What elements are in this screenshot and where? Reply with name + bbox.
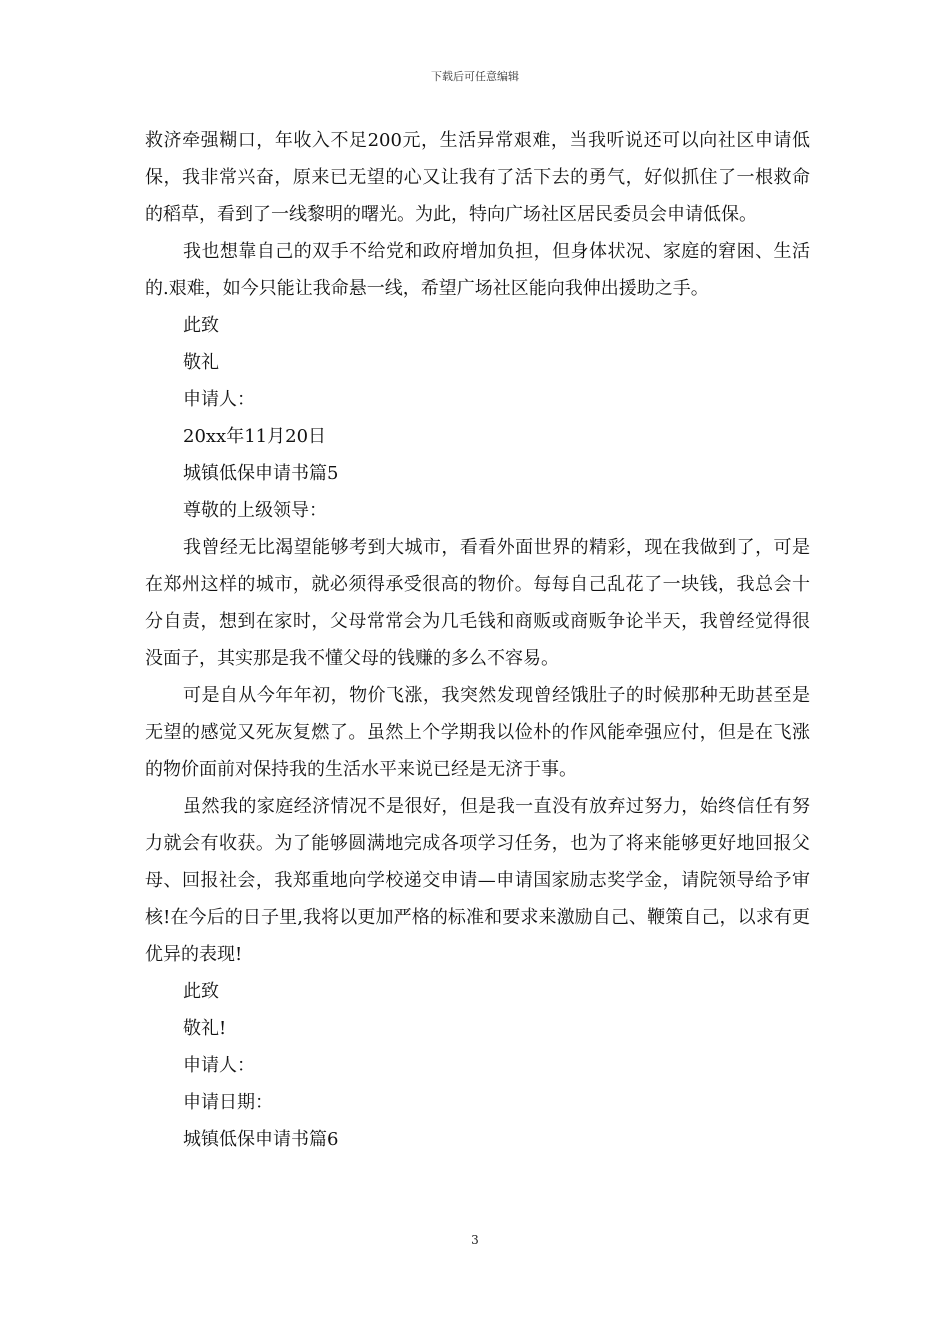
section-title: 城镇低保申请书篇5 (183, 463, 339, 484)
application-date-label: 申请日期： (183, 1092, 273, 1113)
paragraph: 可是自从今年年初，物价飞涨，我突然发现曾经饿肚子的时候那种无助甚至是无望的感觉又死灰复燃了。虽然上个学期我以俭朴的作风能牵强应付，但是在飞涨的物价面前对保持我的生活水平来说已经是无济于事。 (145, 685, 810, 780)
closing-salutation: 此致 (183, 315, 219, 336)
paragraph: 虽然我的家庭经济情况不是很好，但是我一直没有放弃过努力，始终信任有努力就会有收获。为了能够圆满地完成各项学习任务，也为了将来能够更好地回报父母、回报社会，我郑重地向学校递交申请—申请国家励志奖学金，请院领导给予审核!在今后的日子里,我将以更加严格的标准和要求来激励自己、鞭策自己，以求有更优异的表现! (145, 796, 810, 965)
greeting: 尊敬的上级领导： (183, 500, 327, 521)
page-number: 3 (471, 1233, 479, 1247)
applicant-label: 申请人： (183, 389, 255, 410)
paragraph: 我曾经无比渴望能够考到大城市，看看外面世界的精彩，现在我做到了，可是在郑州这样的城市，就必须得承受很高的物价。每每自己乱花了一块钱，我总会十分自责，想到在家时，父母常常会为几毛钱和商贩或商贩争论半天，我曾经觉得很没面子，其实那是我不懂父母的钱赚的多么不容易。 (145, 537, 810, 669)
section-title: 城镇低保申请书篇6 (183, 1129, 339, 1150)
header-note: 下载后可任意编辑 (431, 70, 519, 83)
paragraph: 我也想靠自己的双手不给党和政府增加负担，但身体状况、家庭的窘困、生活的.艰难，如今只能让我命悬一线，希望广场社区能向我伸出援助之手。 (145, 241, 810, 299)
applicant-label: 申请人： (183, 1055, 255, 1076)
closing-regards: 敬礼! (183, 1018, 227, 1039)
document-body (145, 122, 810, 1158)
paragraph-continued: 救济牵强糊口，年收入不足200元，生活异常艰难，当我听说还可以向社区申请低保，我非常兴奋，原来已无望的心又让我有了活下去的勇气，好似抓住了一根救命的稻草，看到了一线黎明的曙光。为此，特向广场社区居民委员会申请低保。 (145, 130, 810, 225)
date-line: 20xx年11月20日 (183, 426, 327, 447)
closing-salutation: 此致 (183, 981, 219, 1002)
closing-regards: 敬礼 (183, 352, 219, 373)
